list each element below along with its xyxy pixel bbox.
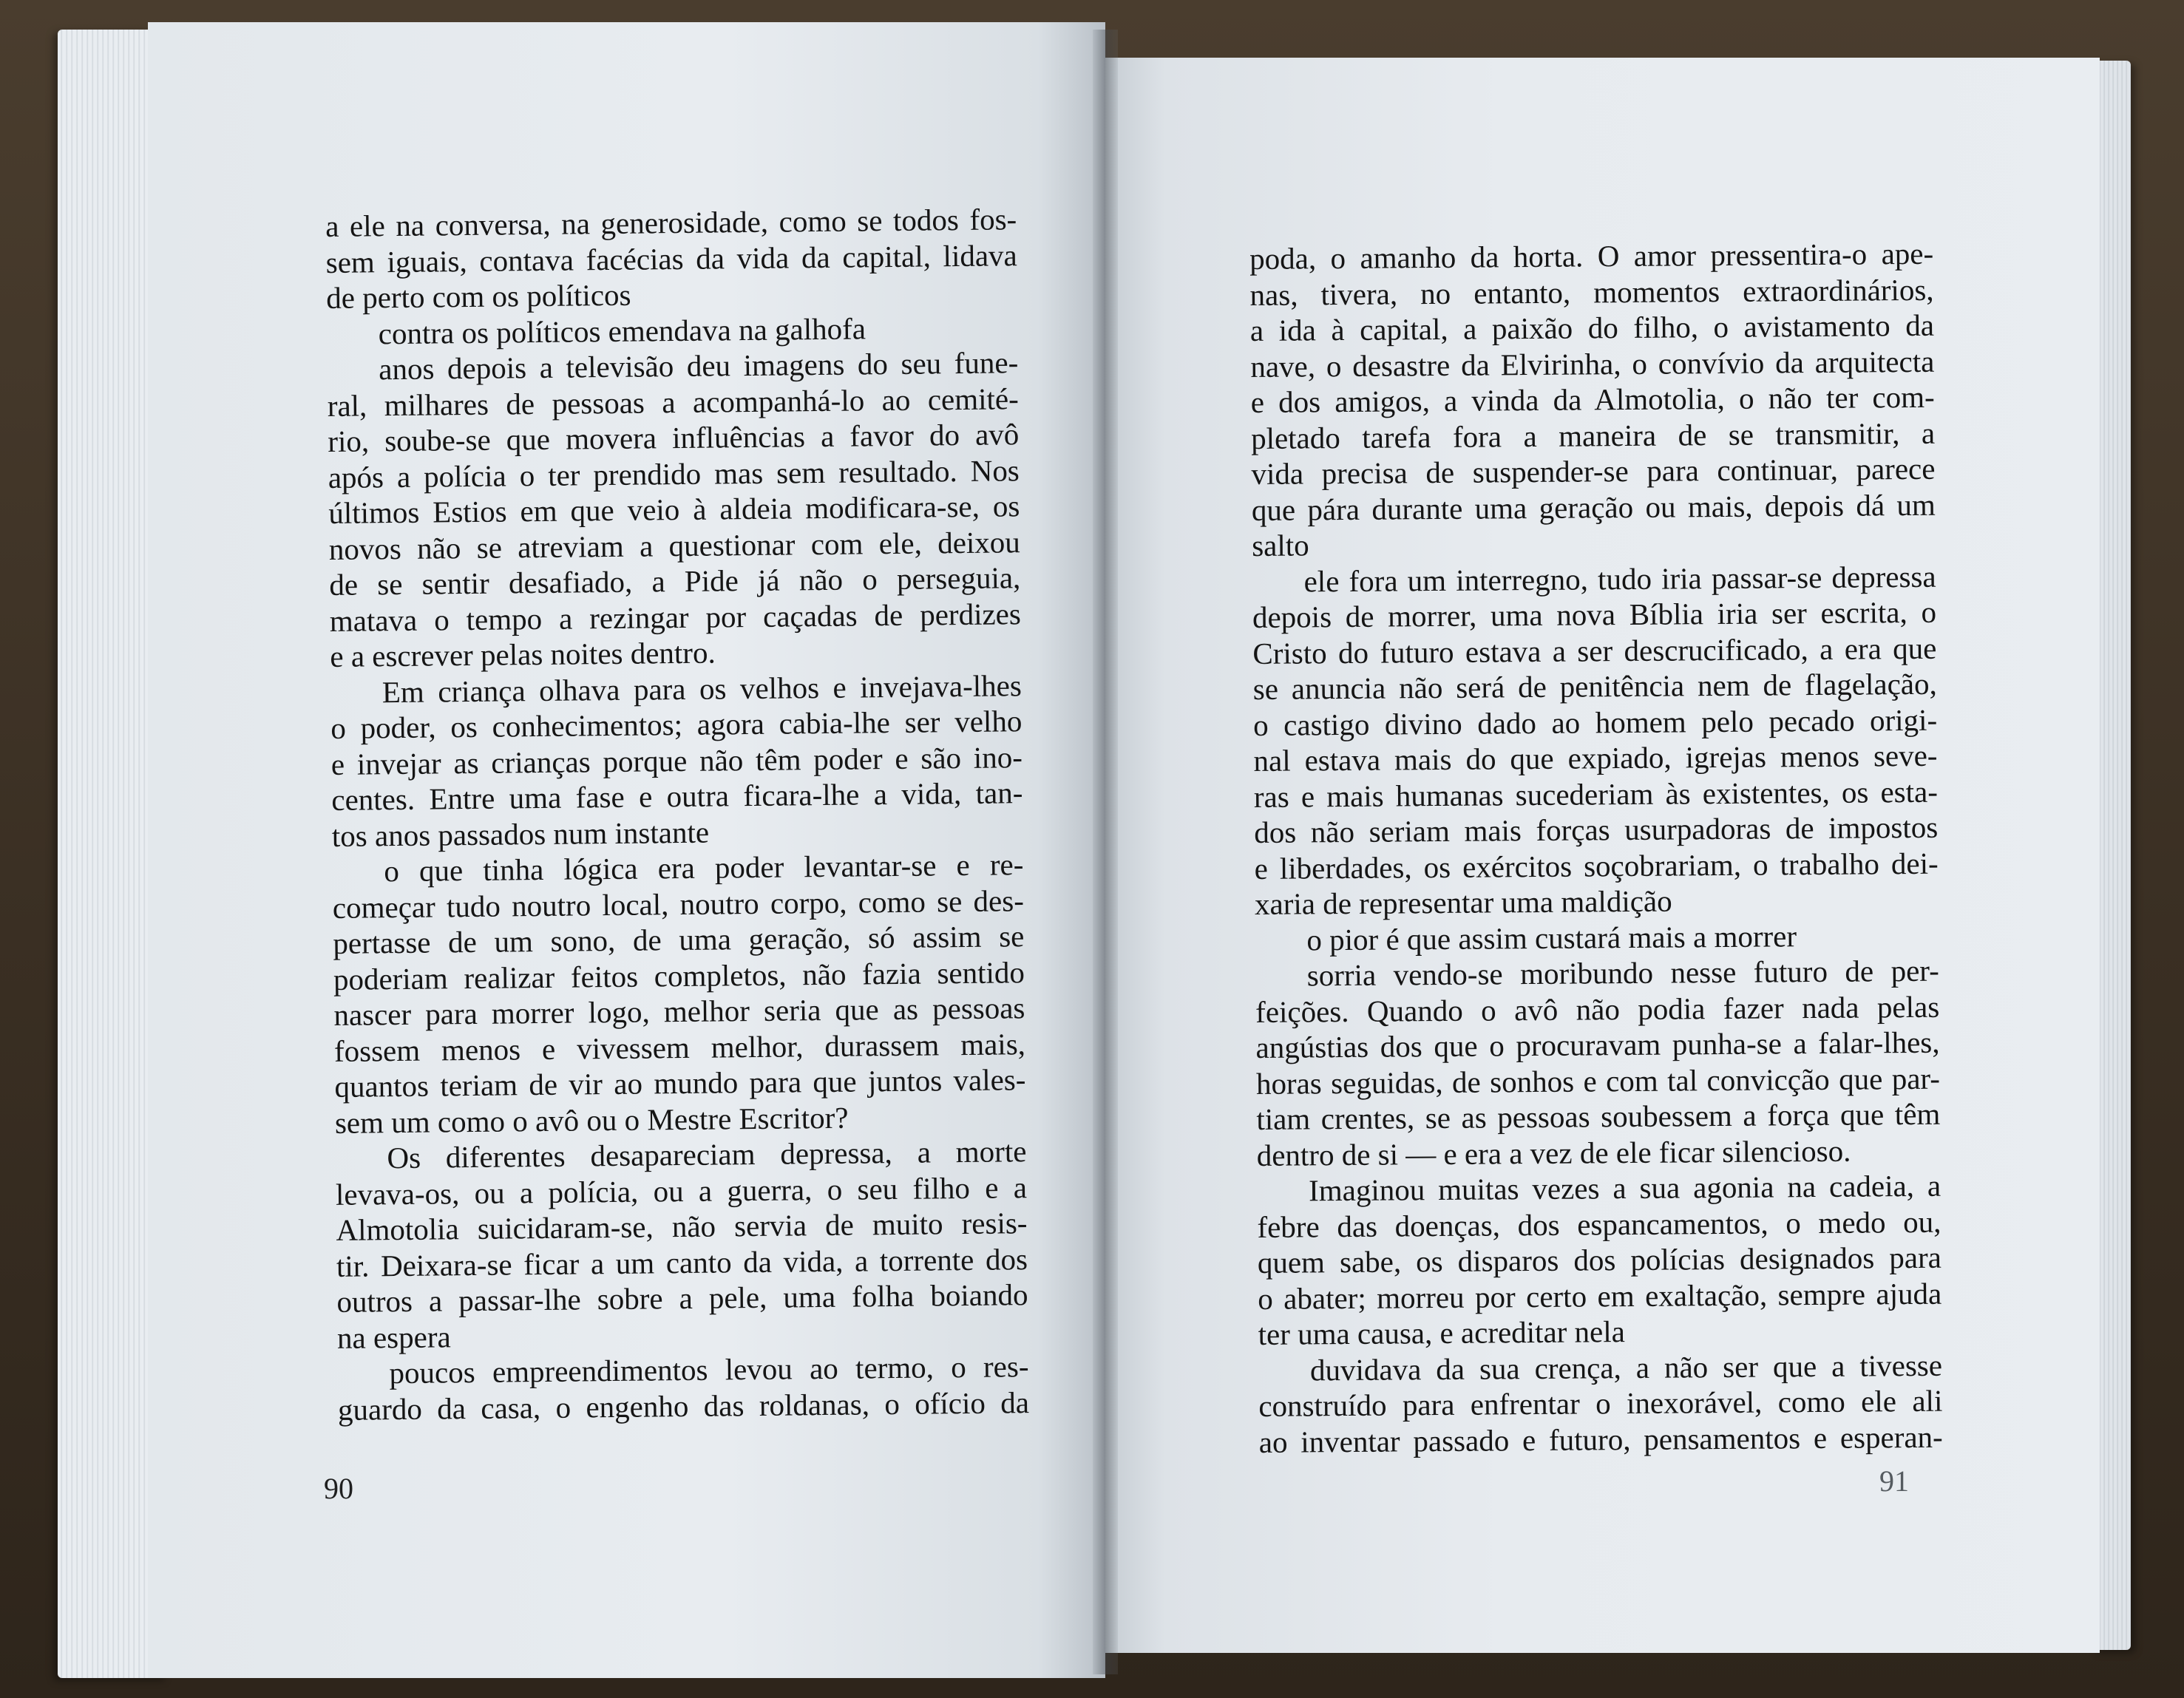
text-line: ral, milhares de pessoas a acompanhá-lo ao cemité- — [327, 381, 1019, 423]
left-page-text — [325, 201, 1029, 1427]
text-line: Em criança olhava para os velhos e invejava-lhes — [381, 668, 1023, 709]
text-line: e dos amigos, a vinda da Almotolia, o não ter com- — [1250, 379, 1935, 419]
text-line: dos não seriam mais forças usurpadoras de impostos — [1254, 809, 1939, 849]
text-line: poda, o amanho da horta. O amor pressentira-o ape- — [1249, 236, 1934, 276]
text-line: após a polícia o ter prendido mas sem resultado. Nos — [328, 452, 1020, 495]
text-line: anos depois a televisão deu imagens do seu fune- — [379, 345, 1019, 387]
text-line: poucos empreendimentos levou ao termo, o res- — [389, 1349, 1029, 1390]
text-line: começar tudo noutro local, noutro corpo, como se des- — [332, 883, 1025, 925]
text-line: pletado tarefa fora a maneira de se transmitir, a — [1250, 415, 1936, 455]
text-line: poderiam realizar feitos completos, não fazia sentido — [333, 954, 1025, 996]
text-line: Almotolia suicidaram-se, não servia de muito resis- — [336, 1206, 1028, 1247]
text-line: sem iguais, contava facécias da vida da capital, lidava — [325, 237, 1017, 279]
text-line: matava o tempo a rezingar por caçadas de perdizes — [329, 596, 1022, 638]
text-line: o pior é que assim custará mais a morrer — [1306, 918, 1797, 957]
text-line: de se sentir desafiado, a Pide já não o perseguia, — [329, 560, 1021, 602]
text-line: construído para enfrentar o inexorável, como ele ali — [1258, 1383, 1943, 1423]
text-line: o castigo divino dado ao homem pelo pecado origi- — [1252, 702, 1938, 742]
text-line: e liberdades, os exércitos soçobrariam, o trabalho dei- — [1254, 846, 1939, 886]
text-line: o abater; morreu por certo em exaltação, sempre ajuda — [1258, 1276, 1942, 1316]
text-line: duvidava da sua crença, a não ser que a tivesse — [1309, 1348, 1943, 1387]
text-line: nascer para morrer logo, melhor seria que as pessoas — [333, 991, 1025, 1032]
text-line: feições. Quando o avô não podia fazer nada pelas — [1255, 989, 1940, 1029]
text-line: outros a passar-lhe sobre a pele, uma folha boiando — [336, 1277, 1028, 1319]
text-line: Cristo do futuro estava a ser descrucificado, a era que — [1252, 631, 1937, 670]
text-line: se anuncia não será de penitência nem de flagelação, — [1252, 666, 1937, 706]
text-line: contra os políticos emendava na galhofa — [378, 310, 867, 350]
text-line: tiam crentes, se as pessoas soubessem a força que têm — [1256, 1096, 1941, 1136]
text-line: nave, o desastre da Elvirinha, o convívio da arquitecta — [1250, 344, 1935, 384]
text-line: vida precisa de suspender-se para continuar, parece — [1251, 451, 1936, 491]
page-number-right: 91 — [1879, 1464, 1909, 1498]
text-line: tir. Deixara-se ficar a um canto da vida, a torrente dos — [336, 1241, 1028, 1283]
page-number-left: 90 — [324, 1472, 353, 1505]
text-line: o poder, os conhecimentos; agora cabia-lhe ser velho — [330, 704, 1023, 745]
text-line: levava-os, ou a polícia, ou a guerra, o seu filho e a — [335, 1169, 1028, 1212]
text-line: quantos teriam de vir ao mundo para que juntos vales- — [334, 1062, 1026, 1104]
text-line: últimos Estios em que veio à aldeia modificara-se, os — [328, 489, 1020, 530]
text-line: e invejar as crianças porque não têm poder e são ino- — [330, 739, 1023, 781]
book-gutter — [1093, 30, 1118, 1674]
text-line: na espera — [336, 1319, 451, 1355]
text-line: nal estava mais do que expiado, igrejas menos seve- — [1253, 738, 1938, 778]
text-line: nas, tivera, no entanto, momentos extraordinários, — [1249, 272, 1934, 312]
text-line: xaria de representar uma maldição — [1254, 883, 1672, 921]
text-line: sem um como o avô ou o Mestre Escritor? — [334, 1100, 849, 1140]
right-page-text — [1249, 236, 1943, 1460]
text-line: a ele na conversa, na generosidade, como se todos fos- — [325, 202, 1017, 243]
text-line: horas seguidas, de sonhos e com tal convicção que par- — [1255, 1061, 1941, 1101]
text-line: Imaginou muitas vezes a sua agonia na cadeia, a — [1308, 1168, 1941, 1208]
text-line: fossem menos e vivessem melhor, durassem mais, — [333, 1026, 1026, 1068]
text-line: febre das doenças, dos espancamentos, o medo ou, — [1257, 1204, 1941, 1244]
text-line: a ida à capital, a paixão do filho, o avistamento da — [1249, 308, 1935, 347]
text-line: salto — [1252, 528, 1309, 563]
text-line: depois de morrer, uma nova Bíblia iria ser escrita, o — [1252, 594, 1937, 634]
text-line: dentro de si — e era a vez de ele ficar silencioso. — [1256, 1133, 1851, 1172]
text-line: centes. Entre uma fase e outra ficara-lhe a vida, tan- — [331, 775, 1023, 817]
text-line: o que tinha lógica era poder levantar-se e re- — [384, 847, 1024, 889]
text-line: Os diferentes desapareciam depressa, a morte — [387, 1134, 1027, 1175]
text-line: quem sabe, os disparos dos polícias designados para — [1257, 1240, 1942, 1280]
text-line: pertasse de um sono, de uma geração, só assim se — [333, 919, 1025, 960]
text-line: ter uma causa, e acreditar nela — [1258, 1314, 1626, 1351]
text-line: e a escrever pelas noites dentro. — [330, 635, 716, 673]
text-line: ao inventar passado e futuro, pensamentos e esperan- — [1258, 1419, 1943, 1459]
text-line: novos não se atreviam a questionar com ele, deixou — [328, 524, 1021, 566]
text-line: que pára durante uma geração ou mais, depois dá um — [1251, 487, 1936, 527]
text-line: sorria vendo-se moribundo nesse futuro de per- — [1306, 953, 1939, 993]
text-line: ele fora um interregno, tudo iria passar-se depressa — [1303, 559, 1936, 598]
text-line: rio, soube-se que movera influências a favor do avô — [328, 417, 1020, 458]
text-line: ras e mais humanas sucederiam às existentes, os esta- — [1253, 774, 1939, 814]
text-line: guardo da casa, o engenho das roldanas, o ofício da — [337, 1385, 1030, 1427]
text-line: tos anos passados num instante — [331, 815, 710, 853]
text-line: de perto com os políticos — [326, 277, 631, 315]
text-line: angústias dos que o procuravam punha-se a falar-lhes, — [1255, 1025, 1940, 1064]
